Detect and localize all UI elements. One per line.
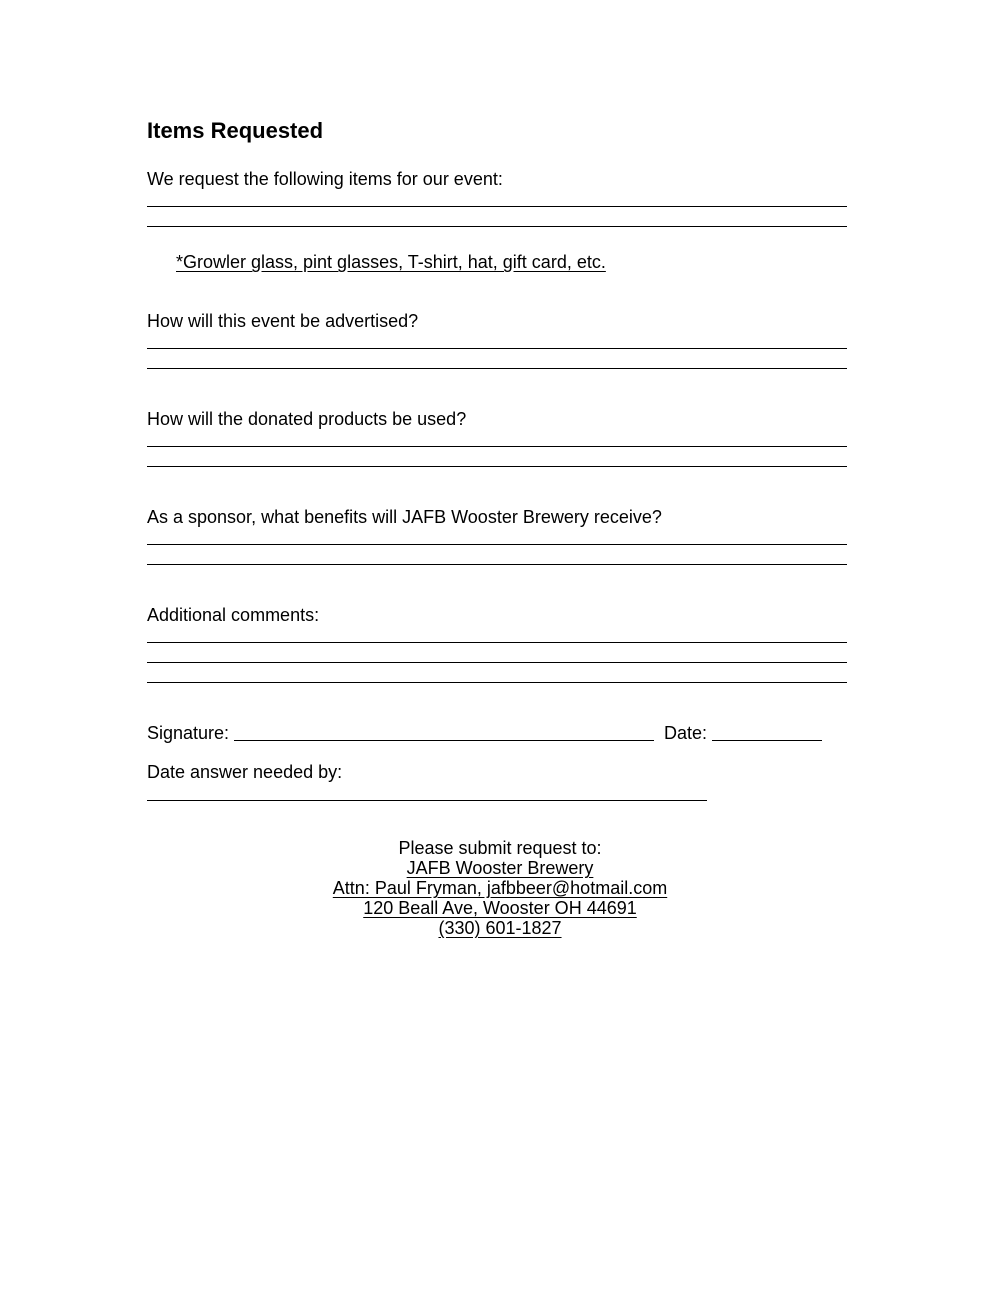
comments-answer-line-2[interactable] [147,662,847,663]
submit-brewery-name: JAFB Wooster Brewery [406,858,594,878]
benefits-prompt: As a sponsor, what benefits will JAFB Wooster Brewery receive? [147,507,662,527]
items-answer-line-2[interactable] [147,226,847,227]
submit-address: 120 Beall Ave, Wooster OH 44691 [363,898,637,918]
signature-line[interactable] [234,740,654,741]
page-title: Items Requested [147,118,324,143]
items-prompt: We request the following items for our event: [147,169,503,189]
usage-answer-line-2[interactable] [147,466,847,467]
date-label: Date: [664,723,708,743]
items-answer-line-1[interactable] [147,206,847,207]
date-line[interactable] [712,740,822,741]
benefits-answer-line-1[interactable] [147,544,847,545]
signature-label: Signature: [147,723,230,743]
submit-phone[interactable]: (330) 601-1827 [438,918,562,938]
comments-answer-line-1[interactable] [147,642,847,643]
usage-prompt: How will the donated products be used? [147,409,467,429]
comments-prompt: Additional comments: [147,605,320,625]
comments-answer-line-3[interactable] [147,682,847,683]
submit-attn-contact[interactable]: Attn: Paul Fryman, jafbbeer@hotmail.com [332,878,668,898]
submit-heading: Please submit request to: [398,838,602,858]
usage-answer-line-1[interactable] [147,446,847,447]
advertised-answer-line-1[interactable] [147,348,847,349]
items-example-note: *Growler glass, pint glasses, T-shirt, hat, gift card, etc. [176,252,606,272]
submit-info-block [150,838,850,938]
date-needed-label: Date answer needed by: [147,762,343,782]
advertised-answer-line-2[interactable] [147,368,847,369]
benefits-answer-line-2[interactable] [147,564,847,565]
date-needed-line[interactable] [147,800,707,801]
advertised-prompt: How will this event be advertised? [147,311,419,331]
